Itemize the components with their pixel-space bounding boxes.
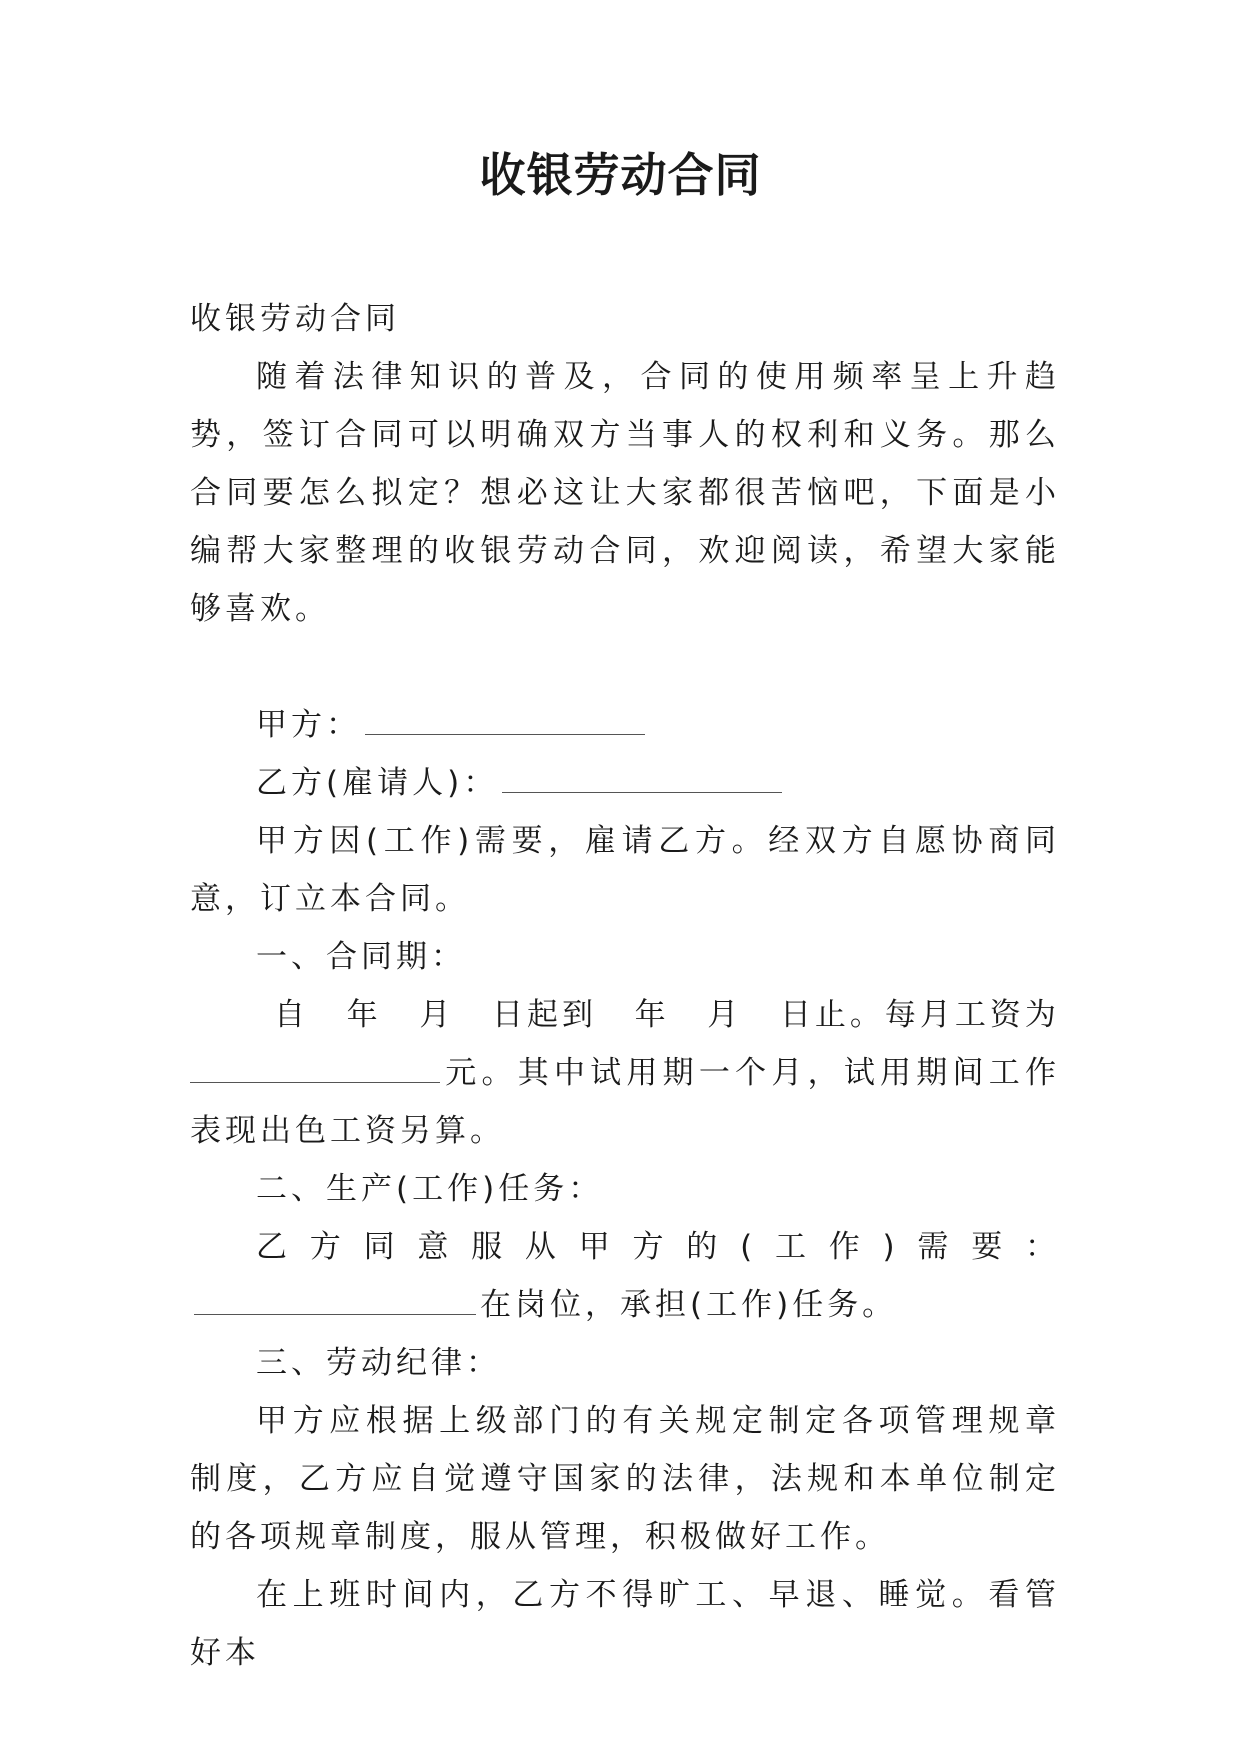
position-blank-field[interactable] <box>194 1280 476 1315</box>
document-body <box>190 290 1060 1682</box>
period-end-day-salary: 日止。每月工资为 <box>779 997 1060 1033</box>
section1-heading: 一、合同期： <box>256 939 466 975</box>
party-b-line <box>190 754 1060 812</box>
period-from: 自 <box>274 997 309 1033</box>
salary-line <box>190 1044 1060 1160</box>
period-start-year: 年 <box>346 997 382 1033</box>
section3-paragraph-2: 在上班时间内，乙方不得旷工、早退、睡觉。看管好本 <box>190 1577 1060 1671</box>
contract-period-line <box>190 986 1060 1044</box>
party-a-label: 甲方： <box>256 707 361 743</box>
party-a-blank-field[interactable] <box>365 700 645 735</box>
section2-text-before: 乙方同意服从甲方的(工作)需要： <box>256 1229 1060 1265</box>
section2-heading: 二、生产(工作)任务： <box>256 1171 604 1207</box>
section3-paragraph-1: 甲方应根据上级部门的有关规定制定各项管理规章制度，乙方应自觉遵守国家的法律，法规和本单位制定的各项规章制度，服从管理，积极做好工作。 <box>190 1403 1060 1555</box>
intro-paragraph: 随着法律知识的普及，合同的使用频率呈上升趋势，签订合同可以明确双方当事人的权利和义务。那么合同要怎么拟定？想必这让大家都很苦恼吧，下面是小编帮大家整理的收银劳动合同，欢迎阅读，希望大家能够喜欢。 <box>190 359 1060 627</box>
party-a-line <box>190 696 1060 754</box>
section3-heading: 三、劳动纪律： <box>256 1345 501 1381</box>
period-start-month: 月 <box>419 997 455 1033</box>
blank-line <box>190 638 1060 696</box>
preamble-paragraph: 甲方因(工作)需要，雇请乙方。经双方自愿协商同意，订立本合同。 <box>190 823 1060 917</box>
period-end-year: 年 <box>634 997 670 1033</box>
period-start-day: 日起到 <box>491 997 597 1033</box>
party-b-label: 乙方(雇请人)： <box>256 765 499 801</box>
period-end-month: 月 <box>707 997 743 1033</box>
section2-text-after: 在岗位，承担(工作)任务。 <box>480 1287 898 1323</box>
party-b-blank-field[interactable] <box>502 758 782 793</box>
document-subtitle: 收银劳动合同 <box>190 301 400 337</box>
section2-paragraph <box>190 1218 1060 1334</box>
salary-blank-field[interactable] <box>190 1048 440 1083</box>
document-title: 收银劳动合同 <box>479 148 762 202</box>
salary-text: 元。其中试用期一个月，试用期间工作表现出色工资另算。 <box>190 1055 1060 1149</box>
